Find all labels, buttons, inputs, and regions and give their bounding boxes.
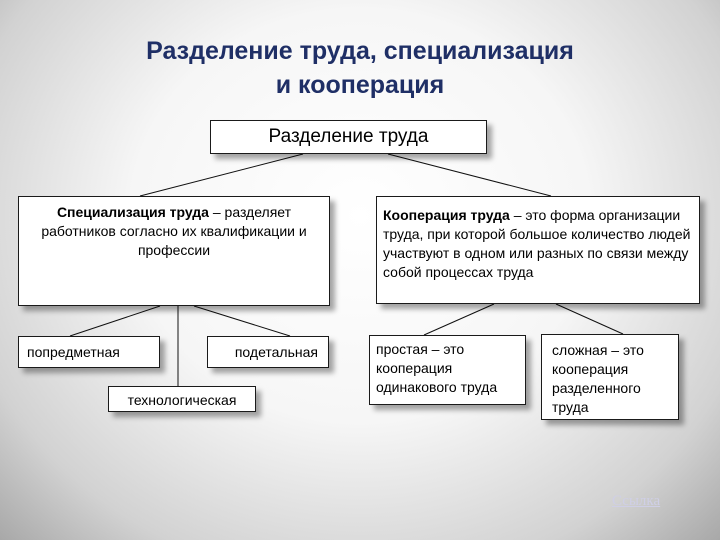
detail-specialization-box: подетальная [207, 336, 329, 368]
specialization-box [18, 196, 330, 306]
cooperation-term: Кооперация труда [383, 207, 510, 223]
cooperation-definition: – это форма организации труда, при которой большое количество людей участвуют в одном или разных по связи между собой процессах труда [383, 207, 691, 280]
specialization-definition: – разделяет работников согласно их квалификации и профессии [41, 204, 307, 258]
cooperation-box [376, 196, 700, 304]
division-of-labor-box: Разделение труда [210, 120, 487, 154]
slide-title-line-1: Разделение труда, специализация [146, 37, 574, 65]
source-link[interactable]: Ссылка [612, 493, 661, 509]
technological-specialization-box: технологическая [108, 386, 256, 412]
specialization-term: Специализация труда [56, 204, 209, 220]
connector-coop-to-complex [556, 304, 623, 334]
slide-title-line-2: и кооперация [275, 71, 445, 99]
complex-cooperation-box: сложная – это кооперация разделенного труда [541, 334, 679, 420]
connector-coop-to-simple [424, 304, 494, 335]
connector-spec-to-subject [70, 306, 160, 336]
connector-root-to-cooperation [388, 154, 551, 196]
subject-specialization-box: попредметная [18, 336, 160, 368]
connector-root-to-specialization [140, 154, 303, 196]
connector-spec-to-detail [194, 306, 290, 336]
simple-cooperation-box: простая – это кооперация одинакового труда [369, 335, 526, 405]
